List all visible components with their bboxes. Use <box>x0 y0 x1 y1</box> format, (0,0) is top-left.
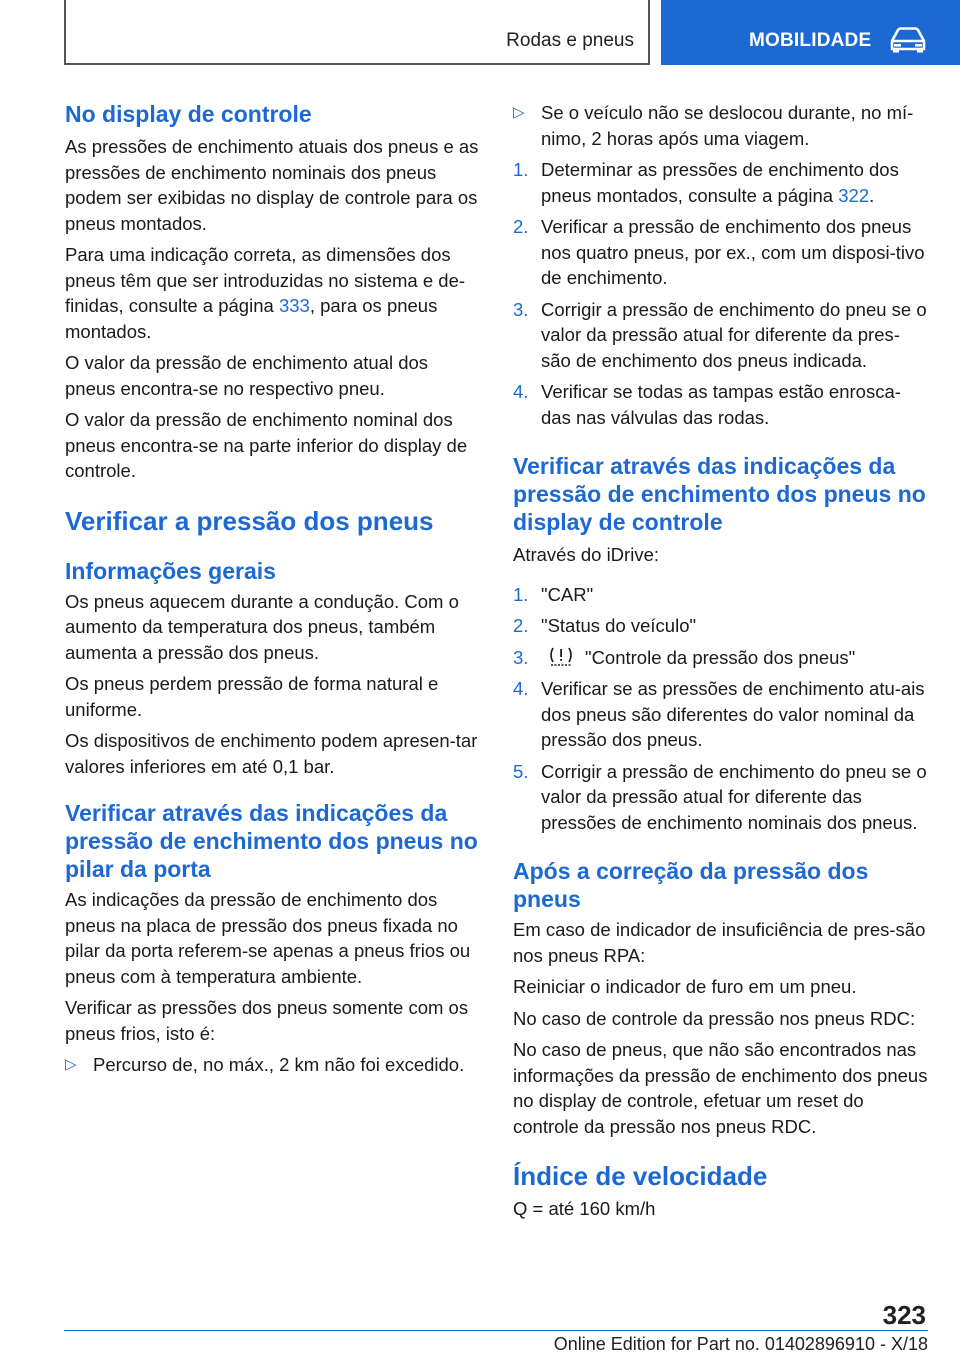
step-number: 5. <box>513 760 529 782</box>
step-item: 1. Determinar as pressões de enchimento dos pneus montados, consulte a página 322. <box>513 159 899 206</box>
paragraph: O valor da pressão de enchimento atual dos pneus encontra-se no respectivo pneu. <box>65 352 429 399</box>
step-item: 4. Verificar se as pressões de enchimento atu‐ais dos pneus são diferentes do valor nominal da pressão dos pneus. <box>513 678 925 750</box>
step-item: 2. Verificar a pressão de enchimento dos pneus nos quatro pneus, por ex., com um disposi‐tivo de enchimento. <box>513 216 925 288</box>
list-item: ▷ Percurso de, no máx., 2 km não foi excedido. <box>65 1052 483 1078</box>
step-number: 1. <box>513 159 529 180</box>
paragraph: No caso de pneus, que não são encontrados nas informações da pressão de enchimento dos pneus no display de controle, efetuar um reset do controle da pressão nos pneus RDC. <box>513 1039 928 1137</box>
triangle-bullet-icon: ▷ <box>65 1056 77 1073</box>
paragraph: O valor da pressão de enchimento nominal dos pneus encontra-se na parte inferior do display de controle. <box>65 409 468 481</box>
triangle-bullet-icon: ▷ <box>513 104 525 121</box>
step-item: 3. "Controle da pressão dos pneus" <box>513 645 928 671</box>
step-item: 4. Verificar se todas as tampas estão enrosca‐das nas válvulas das rodas. <box>513 381 901 428</box>
right-column <box>513 100 928 1222</box>
heading-indice-velocidade: Índice de velocidade <box>513 1161 768 1191</box>
paragraph: Para uma indicação correta, as dimensões dos pneus têm que ser introduzidas no sistema e de‐finidas, consulte a página 333, para os pneus montados. <box>65 244 466 342</box>
heading-display-de-controle: Verificar através das indicações da pressão de enchimento dos pneus no display de controle <box>513 453 926 535</box>
step-number: 3. <box>513 646 529 668</box>
tire-pressure-warning-icon <box>547 646 575 668</box>
page-link-322[interactable]: 322 <box>838 184 870 206</box>
chapter-tab[interactable] <box>661 0 960 65</box>
edition-text: Online Edition for Part no. 01402896910 - X/18 <box>553 1334 928 1354</box>
heading-pilar-da-porta: Verificar através das indicações da pressão de enchimento dos pneus no pilar da porta <box>65 800 478 882</box>
paragraph: Verificar as pressões dos pneus somente com os pneus frios, isto é: <box>65 997 469 1044</box>
footer-divider <box>64 1330 928 1331</box>
page-number: 323 <box>882 1300 926 1330</box>
heading-informacoes-gerais: Informações gerais <box>65 557 276 584</box>
paragraph: Através do iDrive: <box>513 544 659 565</box>
paragraph: Os pneus perdem pressão de forma natural e uniforme. <box>65 673 439 720</box>
paragraph: Os dispositivos de enchimento podem apresen‐tar valores inferiores em até 0,1 bar. <box>65 730 478 777</box>
chapter-title: MOBILIDADE <box>749 30 872 51</box>
heading-apos-correcao: Após a correção da pressão dos pneus <box>513 858 869 912</box>
step-number: 3. <box>513 298 529 320</box>
heading-display-controle: No display de controle <box>65 101 312 127</box>
step-number: 1. <box>513 583 529 605</box>
left-column <box>65 100 483 1078</box>
step-number: 4. <box>513 381 529 402</box>
paragraph: Os pneus aquecem durante a condução. Com o aumento da temperatura dos pneus, também aumenta a pressão dos pneus. <box>65 590 459 663</box>
section-title: Rodas e pneus <box>506 30 634 51</box>
step-number: 2. <box>513 615 529 636</box>
car-icon <box>889 27 927 53</box>
step-number: 4. <box>513 678 529 699</box>
paragraph: Reiniciar o indicador de furo em um pneu. <box>513 976 857 997</box>
page-link-333[interactable]: 333 <box>278 295 310 316</box>
step-item: 5. Corrigir a pressão de enchimento do pneu se o valor da pressão atual for diferente das pressões de enchimento nominais dos pneus. <box>513 760 927 833</box>
paragraph: No caso de controle da pressão nos pneus RDC: <box>513 1007 916 1029</box>
paragraph: Q = até 160 km/h <box>513 1198 656 1219</box>
step-number: 2. <box>513 216 529 237</box>
paragraph: Em caso de indicador de insuficiência de pres‐são nos pneus RPA: <box>513 919 926 966</box>
step-item: 3. Corrigir a pressão de enchimento do pneu se o valor da pressão atual for diferente da pres‐são de enchimento dos pneus indicada. <box>513 298 927 371</box>
step-item: 1. "CAR" <box>513 582 928 608</box>
heading-verificar-pressao: Verificar a pressão dos pneus <box>65 505 434 536</box>
paragraph: As indicações da pressão de enchimento dos pneus na placa de pressão dos pneus fixada no pilar da porta referem-se apenas a pneus frios ou pneus com à temperatura ambiente. <box>65 889 471 987</box>
list-item: ▷ Se o veículo não se deslocou durante, no mí‐nimo, 2 horas após uma viagem. <box>513 102 914 149</box>
header-section-box <box>64 0 650 65</box>
step-item: 2. "Status do veículo" <box>513 613 928 639</box>
paragraph: As pressões de enchimento atuais dos pneus e as pressões de enchimento nominais dos pneus podem ser exibidas no display de controle para os pneus montados. <box>65 136 479 234</box>
